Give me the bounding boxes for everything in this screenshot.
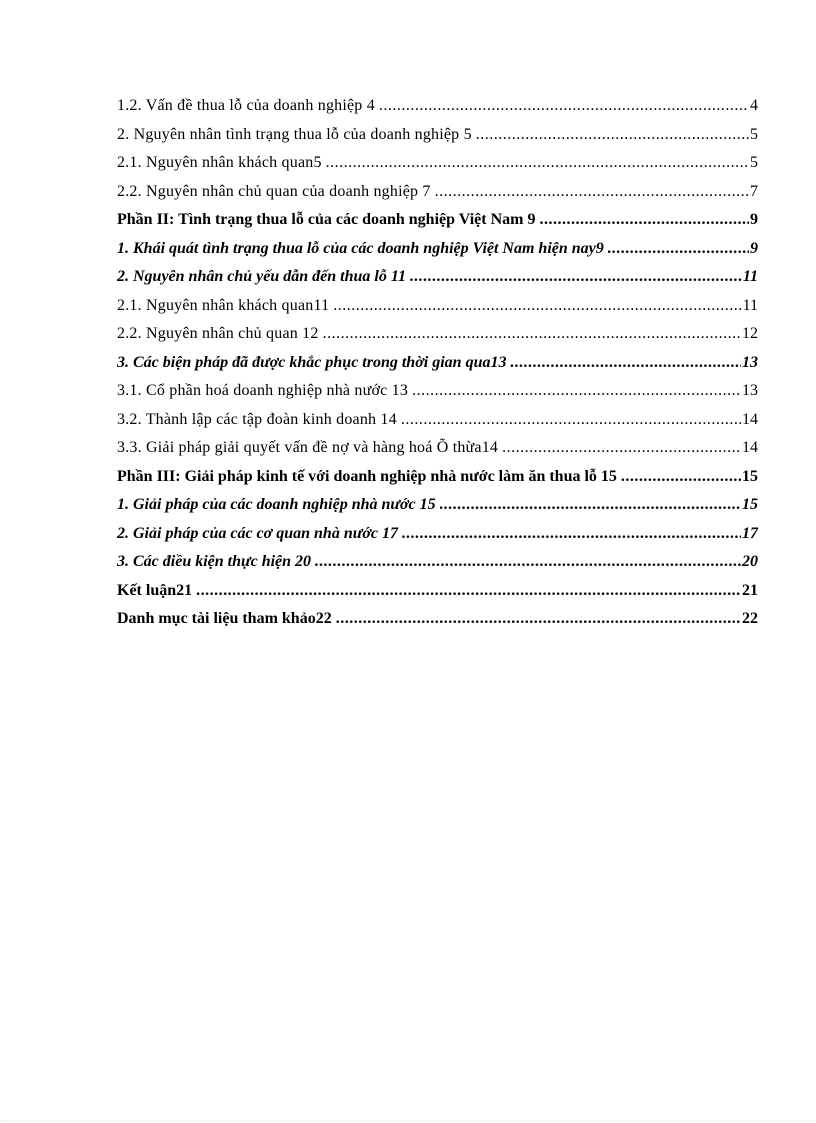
toc-entry-page: 21: [742, 581, 758, 599]
toc-entry-title: 3.2. Thành lập các tập đoàn kinh doanh 14: [117, 410, 397, 428]
toc-entry-title: Danh mục tài liệu tham khảo22: [117, 610, 332, 627]
toc-entry-title: 3.1. Cổ phần hoá doanh nghiệp nhà nước 13: [117, 382, 409, 399]
toc-entry-section: [117, 349, 758, 378]
toc-entry-part: [117, 577, 758, 606]
toc-leader-dots: [333, 292, 741, 321]
toc-entry-section: [117, 520, 758, 549]
toc-entry-title: 2.2. Nguyên nhân chủ quan của doanh nghiệp 7: [117, 182, 431, 200]
toc-leader-dots: [401, 406, 741, 435]
toc-entry-title: 3.3. Giải pháp giải quyết vấn đề nợ và hàng hoá Õ thừa14: [117, 439, 499, 456]
toc-entry-page: 14: [742, 410, 758, 428]
toc-entry-page: 14: [742, 439, 758, 456]
page-bottom-border: [0, 1120, 816, 1121]
toc-entry-title: 3. Các biện pháp đã được khắc phục trong thời gian qua13: [117, 353, 507, 371]
toc-entry-page: 7: [750, 182, 758, 200]
toc-entry-page: 13: [742, 382, 758, 399]
toc-entry-section: [117, 263, 758, 292]
toc-leader-dots: [539, 206, 749, 235]
toc-entry-page: 5: [750, 154, 758, 171]
toc-entry-title: 2.1. Nguyên nhân khách quan11: [117, 296, 330, 314]
toc-entry-title: 2. Nguyên nhân tình trạng thua lỗ của doanh nghiệp 5: [117, 125, 472, 143]
toc-entry-page: 22: [742, 610, 758, 627]
toc-entry-page: 9: [750, 239, 758, 257]
toc-entry-page: 12: [742, 325, 758, 342]
toc-entry-title: 3. Các điều kiện thực hiện 20: [117, 553, 312, 570]
toc-entry-page: 9: [750, 211, 758, 228]
toc-entry: [117, 178, 758, 207]
toc-entry: [117, 92, 758, 121]
toc-entry-page: 4: [750, 97, 758, 114]
toc-leader-dots: [510, 349, 741, 378]
toc-entry-page: 15: [742, 467, 758, 485]
toc-entry-title: 1. Khái quát tình trạng thua lỗ của các doanh nghiệp Việt Nam hiện nay9: [117, 239, 604, 257]
toc-entry-page: 20: [742, 553, 758, 570]
toc-entry: [117, 434, 758, 463]
toc-entry-page: 5: [750, 125, 758, 143]
toc-entry: [117, 149, 758, 178]
toc-entry: [117, 292, 758, 321]
toc-leader-dots: [410, 263, 742, 292]
toc-entry-title: 1.2. Vấn đề thua lỗ của doanh nghiệp 4: [117, 97, 375, 114]
toc-leader-dots: [196, 577, 741, 606]
toc-leader-dots: [323, 320, 741, 349]
toc-leader-dots: [502, 434, 741, 463]
toc-entry: [117, 406, 758, 435]
toc-entry-title: Phần III: Giải pháp kinh tế với doanh nghiệp nhà nước làm ăn thua lỗ 15: [117, 467, 617, 485]
toc-leader-dots: [435, 178, 749, 207]
toc-entry-title: 2.1. Nguyên nhân khách quan5: [117, 154, 322, 171]
toc-entry-title: 1. Giải pháp của các doanh nghiệp nhà nước 15: [117, 496, 436, 513]
toc-entry-page: 11: [742, 268, 758, 285]
toc-entry-section: [117, 235, 758, 264]
toc-leader-dots: [476, 121, 749, 150]
toc-entry-page: 17: [742, 524, 758, 542]
toc-entry-part: [117, 605, 758, 634]
toc-leader-dots: [440, 491, 741, 520]
toc-leader-dots: [326, 149, 749, 178]
toc-leader-dots: [315, 548, 741, 577]
toc-leader-dots: [336, 605, 741, 634]
toc-entry-title: Kết luận21: [117, 581, 193, 599]
toc-leader-dots: [402, 520, 741, 549]
toc-entry: [117, 320, 758, 349]
toc-entry-title: 2. Giải pháp của các cơ quan nhà nước 17: [117, 524, 398, 542]
toc-entry-title: 2. Nguyên nhân chủ yếu dẫn đến thua lỗ 11: [117, 268, 406, 285]
toc-entry-part: [117, 206, 758, 235]
toc-entry: [117, 377, 758, 406]
table-of-contents: [117, 92, 758, 634]
toc-entry: [117, 121, 758, 150]
toc-entry-title: Phần II: Tình trạng thua lỗ của các doanh nghiệp Việt Nam 9: [117, 211, 536, 228]
toc-leader-dots: [621, 463, 741, 492]
toc-entry-page: 13: [742, 353, 758, 371]
toc-entry-title: 2.2. Nguyên nhân chủ quan 12: [117, 325, 319, 342]
toc-leader-dots: [412, 377, 741, 406]
toc-entry-part: [117, 463, 758, 492]
toc-entry-section: [117, 548, 758, 577]
toc-entry-page: 15: [742, 496, 758, 513]
toc-leader-dots: [379, 92, 749, 121]
toc-leader-dots: [608, 235, 749, 264]
toc-entry-section: [117, 491, 758, 520]
toc-entry-page: 11: [742, 296, 758, 314]
